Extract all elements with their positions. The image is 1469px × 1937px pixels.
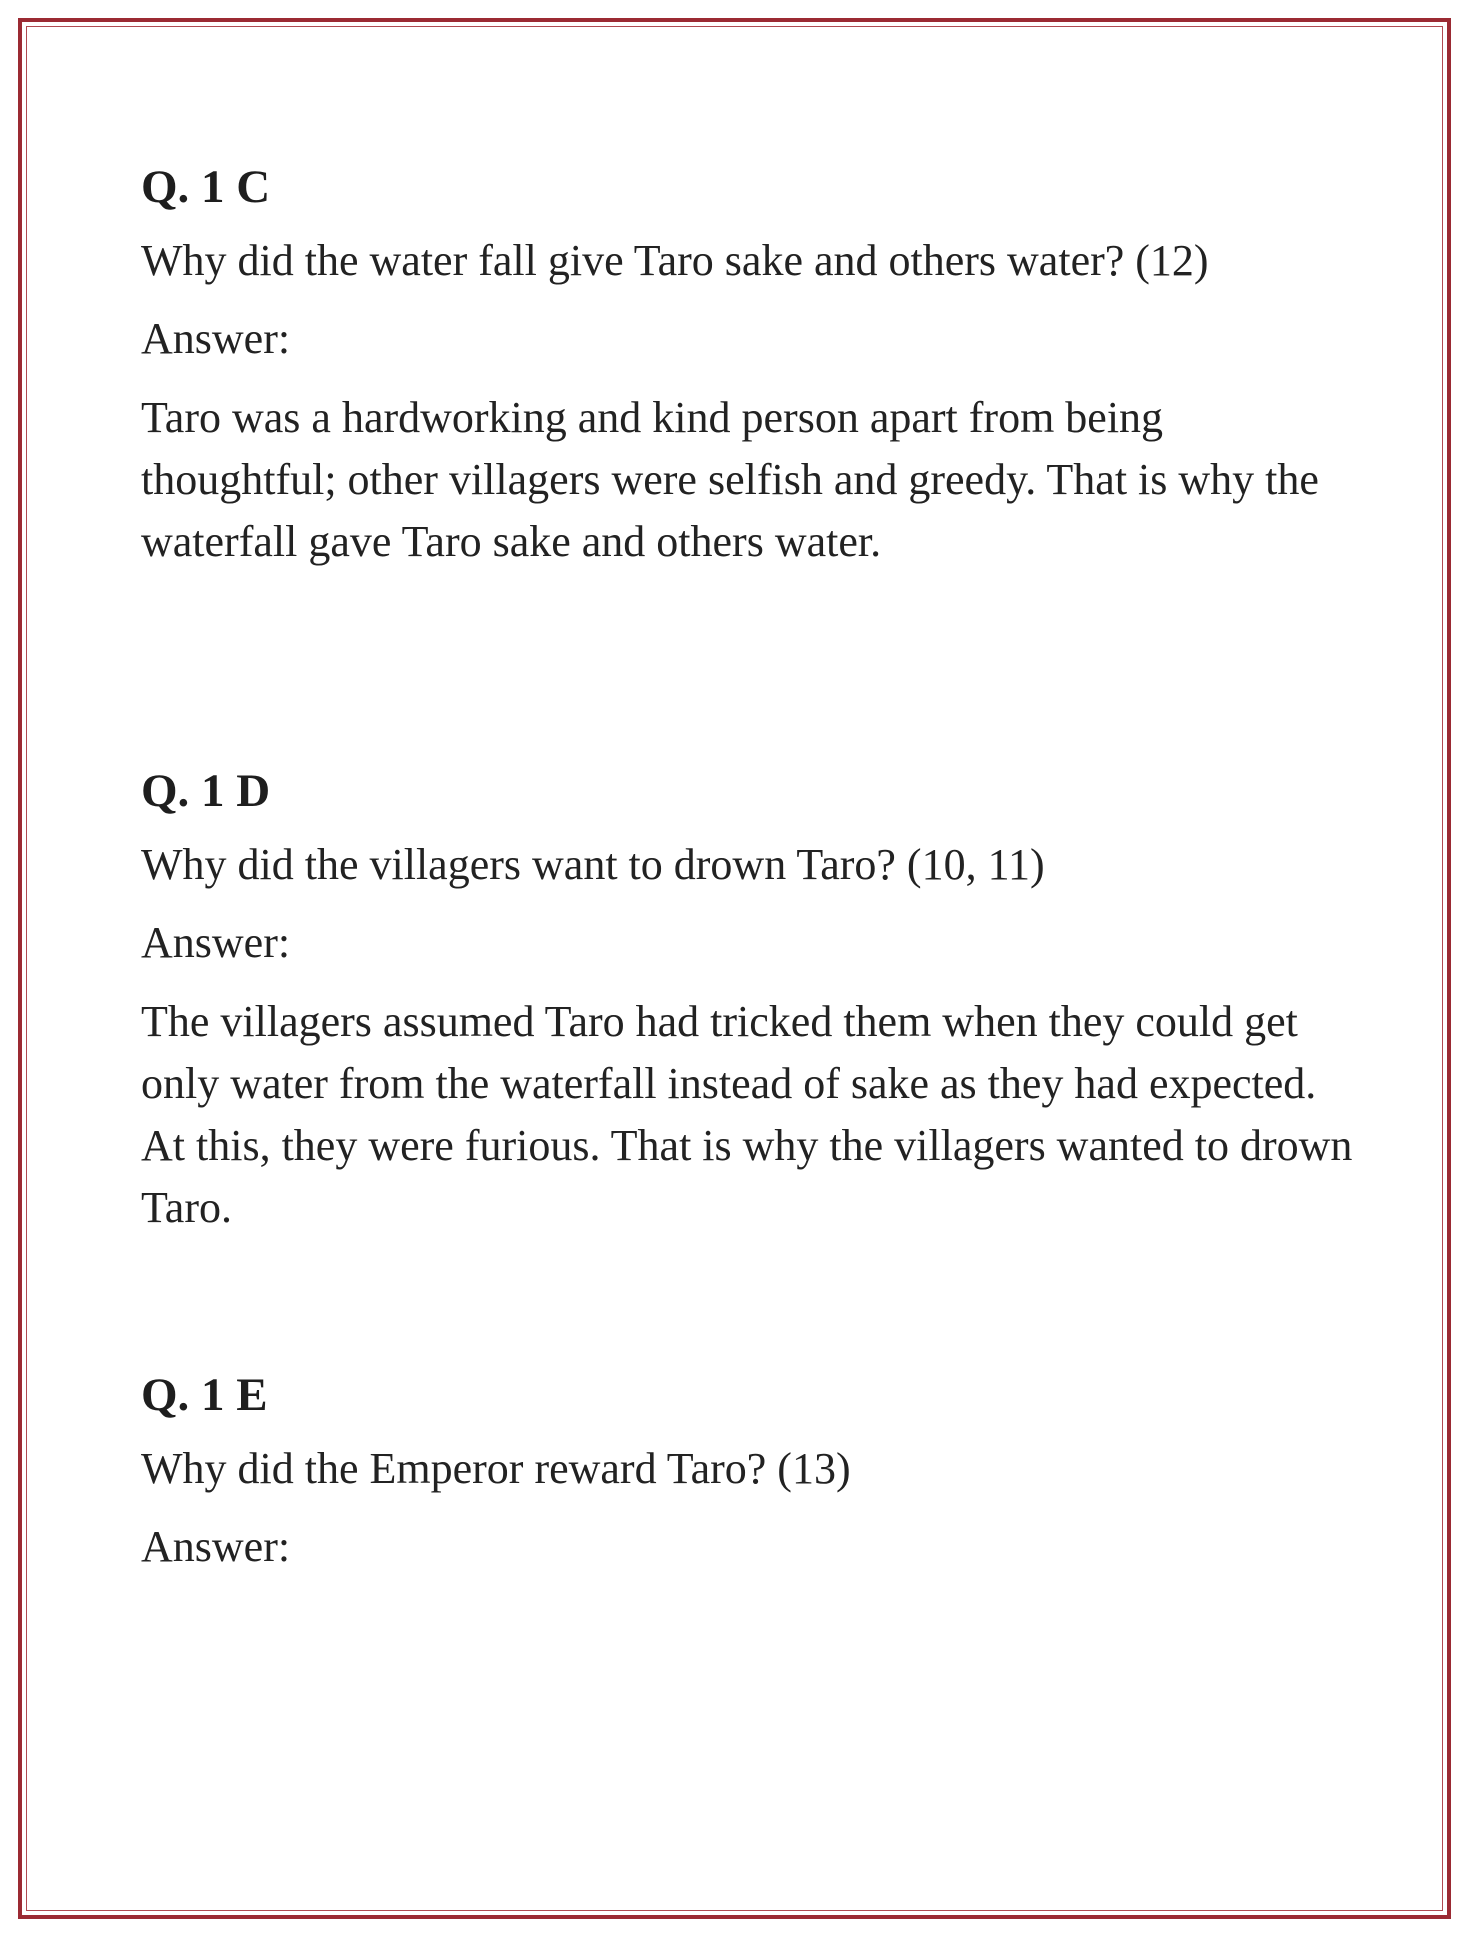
question-text: Why did the villagers want to drown Taro? (10, 11) <box>141 840 1045 889</box>
answer-label: Answer: <box>141 1522 291 1571</box>
answer-label: Answer: <box>141 314 291 363</box>
question-label: Q. 1 E <box>141 1369 268 1421</box>
question-text: Why did the water fall give Taro sake and others water? (12) <box>141 236 1209 285</box>
question-label: Q. 1 C <box>141 161 271 213</box>
question-block-1d <box>141 759 1361 1239</box>
question-text: Why did the Emperor reward Taro? (13) <box>141 1444 851 1493</box>
question-block-1c <box>141 155 1361 573</box>
page-border <box>18 18 1451 1919</box>
answer-label: Answer: <box>141 918 291 967</box>
question-label: Q. 1 D <box>141 765 271 817</box>
question-block-1e <box>141 1363 1361 1595</box>
answer-text: Taro was a hardworking and kind person apart from being thoughtful; other villagers were selfish and greedy. That is why the waterfall gave Taro sake and others water. <box>141 393 1319 566</box>
answer-text: The villagers assumed Taro had tricked them when they could get only water from the waterfall instead of sake as they had expected. At this, they were furious. That is why the villagers wanted to drown Taro. <box>141 997 1353 1232</box>
page-inner-border <box>26 26 1443 1911</box>
